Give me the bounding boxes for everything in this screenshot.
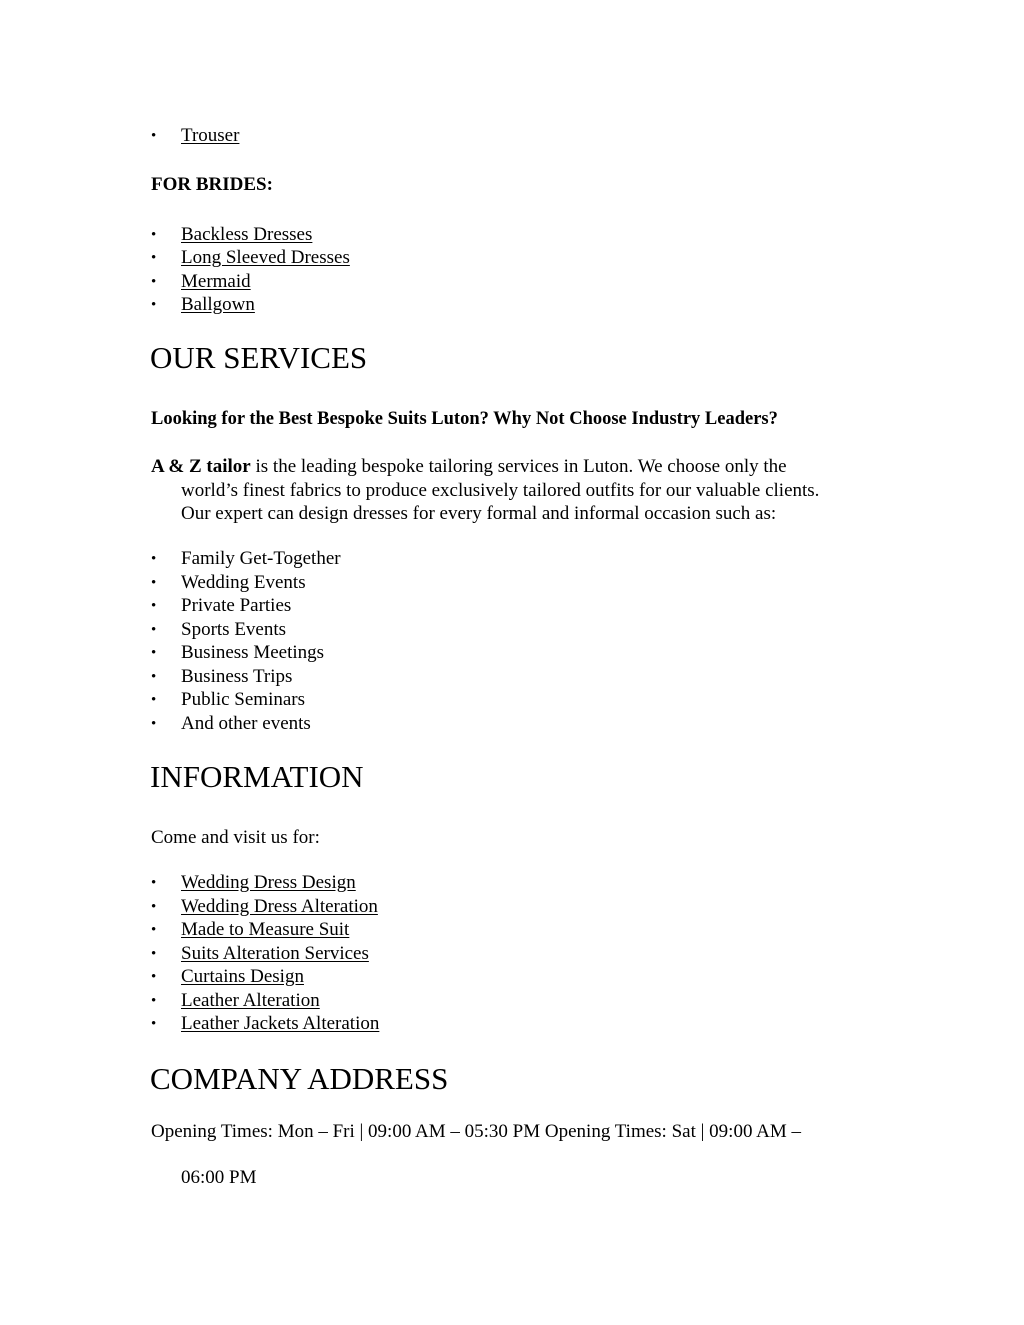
list-item [151,246,350,270]
list-item [151,965,304,989]
list-item [151,895,378,919]
list-item [151,871,356,895]
link-wedding-dress-alteration[interactable]: Wedding Dress Alteration [181,896,378,917]
link-wedding-dress-design[interactable]: Wedding Dress Design [181,872,356,893]
bullet-icon: • [151,551,157,567]
services-intro-line2: world’s finest fabrics to produce exclusively tailored outfits for our valuable clients. [181,480,820,501]
list-item [151,1012,379,1036]
list-item [151,918,349,942]
bullet-icon: • [151,274,157,290]
list-item [151,270,251,294]
services-heading: OUR SERVICES [150,340,368,375]
bullet-icon: • [151,622,157,638]
event-label: Private Parties [181,595,292,616]
event-label: Family Get-Together [181,548,341,569]
services-intro-line1 [151,455,787,479]
services-subheading: Looking for the Best Bespoke Suits Luton? Why Not Choose Industry Leaders? [151,409,778,429]
bullet-icon: • [151,669,157,685]
bullet-icon: • [151,946,157,962]
bullet-icon: • [151,875,157,891]
address-heading: COMPANY ADDRESS [150,1061,449,1096]
opening-times-line1: Opening Times: Mon – Fri | 09:00 AM – 05:30 PM Opening Times: Sat | 09:00 AM – [151,1121,802,1142]
list-item [151,942,369,966]
list-item [151,124,239,148]
information-heading: INFORMATION [150,759,364,794]
bullet-icon: • [151,716,157,732]
services-intro-line3: Our expert can design dresses for every formal and informal occasion such as: [181,503,777,524]
list-item [151,594,291,618]
event-label: Public Seminars [181,689,306,710]
link-ballgown[interactable]: Ballgown [181,294,255,315]
bullet-icon: • [151,250,157,266]
link-curtains-design[interactable]: Curtains Design [181,966,304,987]
bullet-icon: • [151,575,157,591]
link-made-to-measure-suit[interactable]: Made to Measure Suit [181,919,350,940]
link-leather-alteration[interactable]: Leather Alteration [181,990,320,1011]
opening-times-line2: 06:00 PM [181,1167,257,1188]
bullet-icon: • [151,993,157,1009]
link-long-sleeved-dresses[interactable]: Long Sleeved Dresses [181,247,350,268]
list-item [151,641,324,665]
bullet-icon: • [151,692,157,708]
information-intro: Come and visit us for: [151,827,320,848]
event-label: Wedding Events [181,572,306,593]
event-label: Business Trips [181,666,293,687]
list-item [151,989,320,1013]
bullet-icon: • [151,227,157,243]
list-item [151,665,292,689]
list-item [151,293,255,317]
bullet-icon: • [151,1016,157,1032]
list-item [151,688,305,712]
bullet-icon: • [151,297,157,313]
link-backless-dresses[interactable]: Backless Dresses [181,224,313,245]
intro-text: is the leading bespoke tailoring services in Luton. We choose only the [250,456,787,477]
event-label: Business Meetings [181,642,325,663]
bullet-icon: • [151,598,157,614]
list-item [151,618,286,642]
bullet-icon: • [151,645,157,661]
company-name: A & Z tailor [151,456,251,477]
link-trouser[interactable]: Trouser [181,125,240,146]
event-label: Sports Events [181,619,287,640]
bullet-icon: • [151,969,157,985]
link-leather-jackets-alteration[interactable]: Leather Jackets Alteration [181,1013,380,1034]
brides-title: FOR BRIDES: [151,174,273,195]
list-item [151,547,341,571]
list-item [151,712,311,736]
bullet-icon: • [151,922,157,938]
event-label: And other events [181,713,311,734]
list-item [151,223,312,247]
link-mermaid[interactable]: Mermaid [181,271,251,292]
bullet-icon: • [151,899,157,915]
bullet-icon: • [151,128,157,144]
list-item [151,571,306,595]
link-suits-alteration-services[interactable]: Suits Alteration Services [181,943,369,964]
